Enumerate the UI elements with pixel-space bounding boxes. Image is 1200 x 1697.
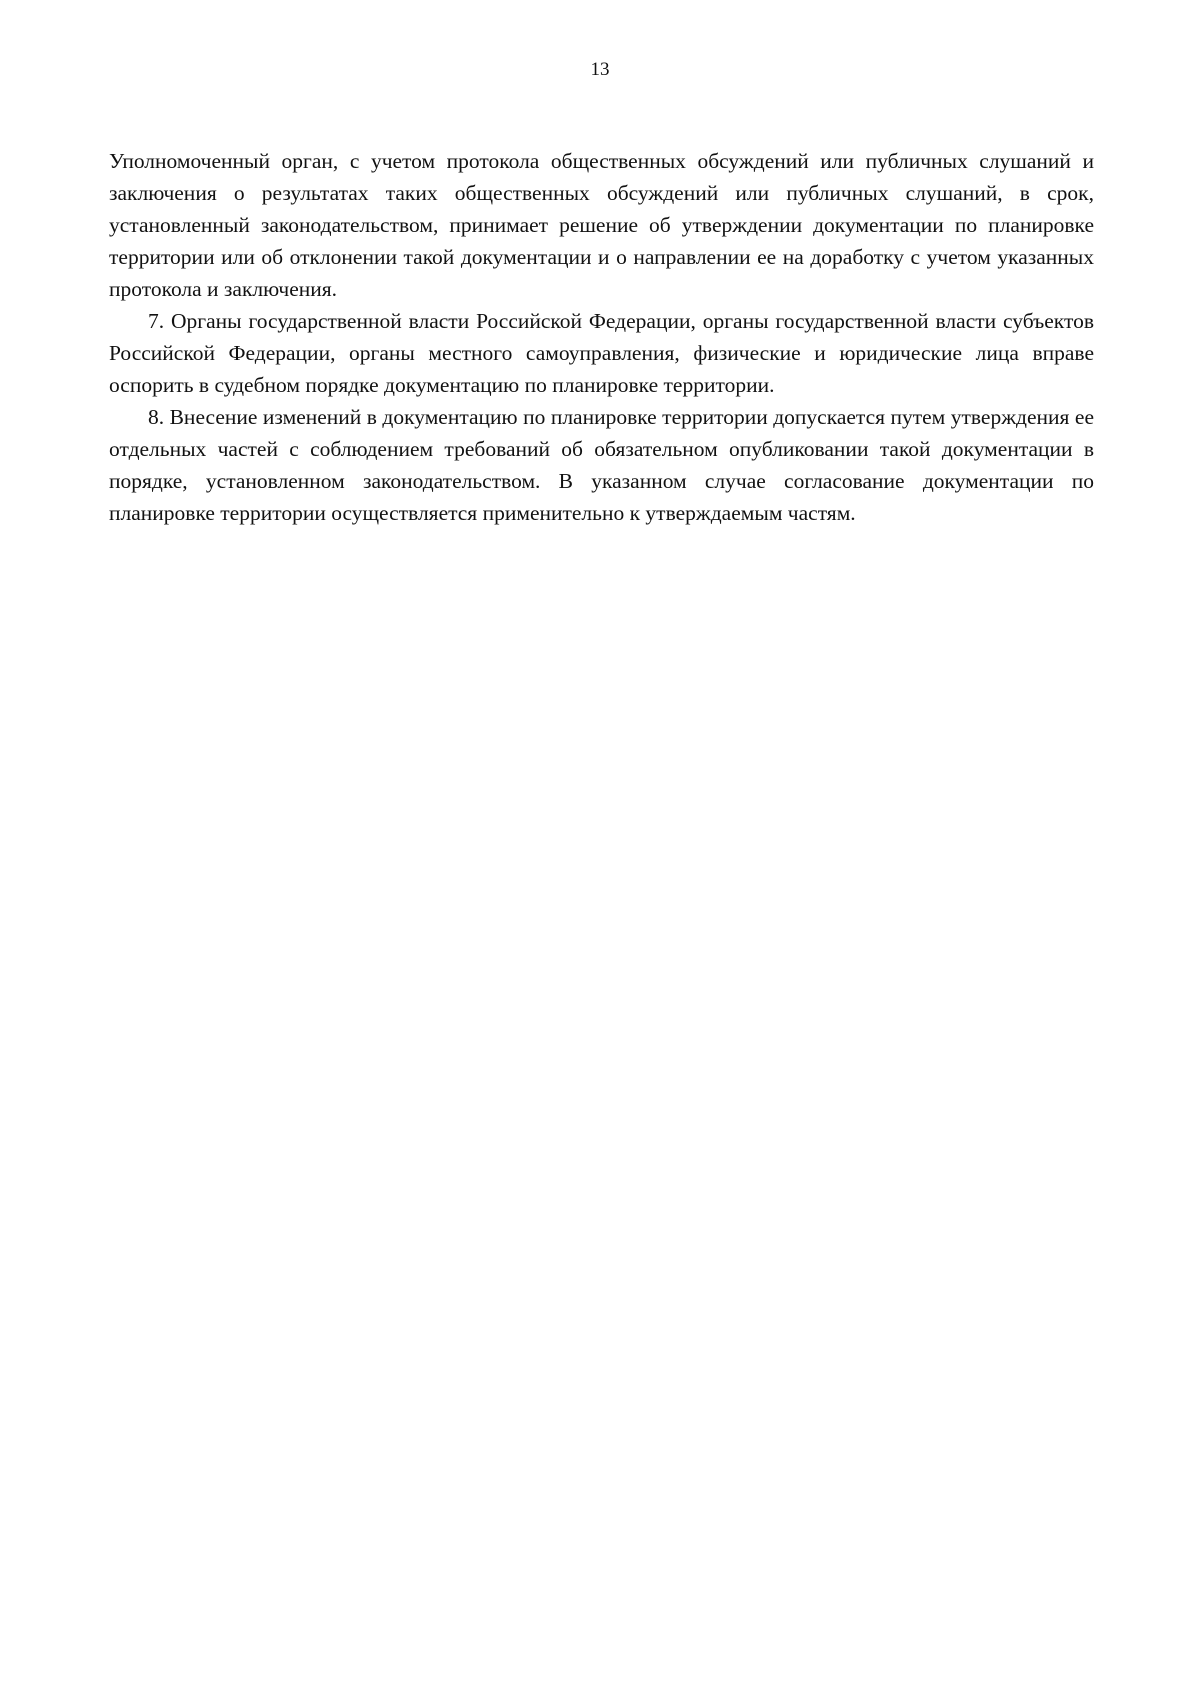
- paragraph-item-8: 8. Внесение изменений в документацию по планировке территории допускается путем утверждения ее отдельных частей с соблюдением требований об обязательном опубликовании такой документации в порядке, установленном законодательством. В указанном случае согласование документации по планировке территории осуществляется применительно к утверждаемым частям.: [109, 405, 1094, 525]
- paragraph-item-7: 7. Органы государственной власти Российской Федерации, органы государственной власти субъектов Российской Федерации, органы местного самоуправления, физические и юридические лица вправе оспорить в судебном порядке документацию по планировке территории.: [109, 309, 1094, 397]
- page-number: 13: [590, 59, 610, 80]
- document-body: [109, 145, 1094, 529]
- paragraph-continuation: Уполномоченный орган, с учетом протокола общественных обсуждений или публичных слушаний и заключения о результатах таких общественных обсуждений или публичных слушаний, в срок, установленный законодательством, принимает решение об утверждении документации по планировке территории или об отклонении такой документации и о направлении ее на доработку с учетом указанных протокола и заключения.: [109, 149, 1094, 301]
